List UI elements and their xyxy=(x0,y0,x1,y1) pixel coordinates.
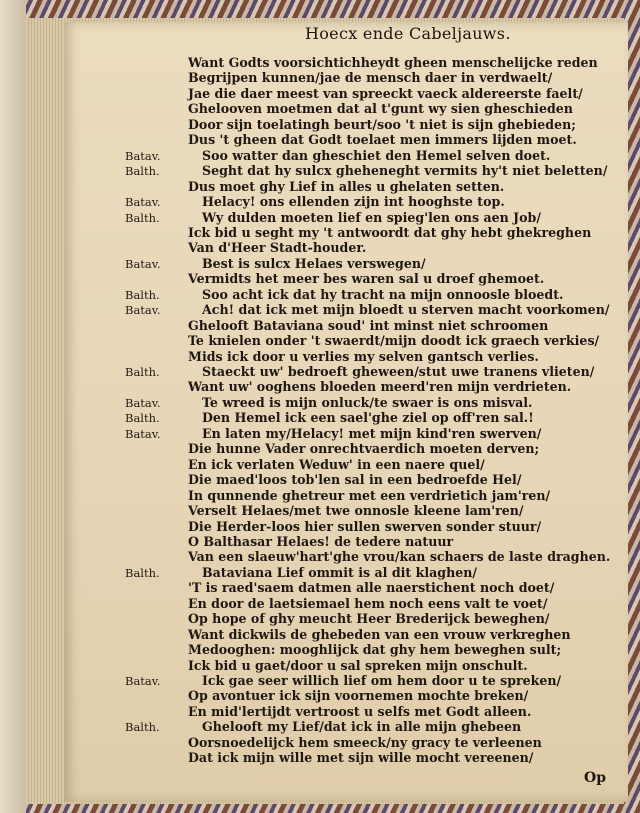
verse-line: Te knielen onder 't swaerdt/mijn doodt ick graech verkies/ xyxy=(188,333,600,349)
verse-line: Die Herder-loos hier sullen swerven sonder stuur/ xyxy=(188,518,542,534)
verse-line: Staeckt uw' bedroeft gheween/stut uwe tranens vlieten/ xyxy=(202,364,595,379)
verse-line: Begrijpen kunnen/jae de mensch daer in verdwaelt/ xyxy=(188,70,553,86)
verse-line: Door sijn toelatingh beurt/soo 't niet is sijn ghebieden; xyxy=(188,116,576,132)
speaker-label: Batav. xyxy=(125,303,161,318)
verse-line: Best is sulcx Helaes verswegen/ xyxy=(202,255,426,271)
verse-line: Oorsnoedelijck hem smeeck/ny gracy te verleenen xyxy=(188,734,542,750)
verse-line: Ick bid u seght my 't antwoordt dat ghy hebt ghekreghen xyxy=(188,224,592,240)
verse-line: In qunnende ghetreur met een verdrietich jam'ren/ xyxy=(188,487,551,503)
speaker-label: Balth. xyxy=(125,411,160,426)
catchword: Op xyxy=(584,770,606,786)
verse-line: Ach! dat ick met mijn bloedt u sterven macht voorkomen/ xyxy=(202,302,610,318)
speaker-label: Balth. xyxy=(125,365,160,379)
verse-line: Van d'Heer Stadt-houder. xyxy=(188,240,367,256)
verse-line: O Balthasar Helaes! de tedere natuur xyxy=(188,533,454,549)
verse-line: En door de laetsiemael hem noch eens valt te voet/ xyxy=(188,595,548,611)
verse-line: Dat ick mijn wille met sijn wille mocht vereenen/ xyxy=(188,750,534,766)
verse-line: Wy dulden moeten lief en spieg'len ons aen Job/ xyxy=(202,209,541,225)
verse-line: Van een slaeuw'hart'ghe vrou/kan schaers de laste draghen. xyxy=(188,549,611,565)
verse-line: Die hunne Vader onrechtvaerdich moeten derven; xyxy=(188,441,540,457)
speaker-label: Balth. xyxy=(125,720,160,735)
speaker-label: Balth. xyxy=(125,287,160,302)
verse-line: Op avontuer ick sijn voornemen mochte breken/ xyxy=(188,688,529,704)
cover-edge xyxy=(0,0,26,813)
speaker-label: Batav. xyxy=(125,256,161,271)
verse-line: En mid'lertijdt vertroost u selfs met Godt alleen. xyxy=(188,703,532,719)
verse-line: Dus 't gheen dat Godt toelaet men immers lijden moet. xyxy=(188,132,577,148)
verse-line: Vermidts het meer bes waren sal u droef ghemoet. xyxy=(188,271,545,287)
verse-line: Den Hemel ick een sael'ghe ziel op off'ren sal.! xyxy=(202,410,534,426)
verse-line: Die maed'loos tob'len sal in een bedroefde Hel/ xyxy=(188,472,522,488)
verse-line: Te wreed is mijn onluck/te swaer is ons misval. xyxy=(202,394,533,410)
speaker-label: Batav. xyxy=(125,674,161,688)
speaker-label: Balth. xyxy=(125,210,160,225)
speaker-label: Balth. xyxy=(125,164,160,179)
speaker-label: Balth. xyxy=(125,565,160,580)
verse-line: Verselt Helaes/met twe onnosle kleene lam'ren/ xyxy=(188,503,524,519)
verse-line: Medooghen: mooghlijck dat ghy hem beweghen sult; xyxy=(188,642,562,658)
verse-line: Want Godts voorsichtichheydt gheen menschelijcke reden xyxy=(188,55,598,70)
verse-line: Ick bid u gaet/door u sal spreken mijn onschult. xyxy=(188,657,528,673)
verse-line: Soo acht ick dat hy tracht na mijn onnoosle bloedt. xyxy=(202,286,564,302)
speaker-label: Batav. xyxy=(125,426,161,441)
verse-line: En laten my/Helacy! met mijn kind'ren swerven/ xyxy=(202,425,542,441)
verse-line: Seght dat hy sulcx gheheneght vermits hy't niet beletten/ xyxy=(202,163,608,179)
verse-line: Mids ick door u verlies my selven gantsch verlies. xyxy=(188,348,539,364)
verse-line: Helacy! ons ellenden zijn int hooghste top. xyxy=(202,194,505,210)
verse-line: Want dickwils de ghebeden van een vrouw verkreghen xyxy=(188,626,571,642)
speaker-label: Batav. xyxy=(125,195,161,210)
verse-line: Ick gae seer willich lief om hem door u te spreken/ xyxy=(202,673,562,688)
speaker-label: Batav. xyxy=(125,148,161,163)
verse-line: Op hope of ghy meucht Heer Brederijck beweghen/ xyxy=(188,611,550,627)
verse-line: Bataviana Lief ommit is al dit klaghen/ xyxy=(202,564,478,580)
speaker-label: Batav. xyxy=(125,395,161,410)
verse-line: Soo watter dan gheschiet den Hemel selven doet. xyxy=(202,147,551,163)
verse-line: Ghelooven moetmen dat al t'gunt wy sien gheschieden xyxy=(188,101,573,117)
verse-line: 'T is raed'saem datmen alle naerstichent noch doet/ xyxy=(188,580,555,596)
verse-line: Want uw' ooghens bloeden meerd'ren mijn verdrieten. xyxy=(188,379,572,395)
verse-line: Jae die daer meest van spreeckt vaeck aldereerste faelt/ xyxy=(188,85,583,101)
verse-line: Ghelooft Bataviana soud' int minst niet schroomen xyxy=(188,317,549,333)
page-header: Hoecx ende Cabeljauws. xyxy=(305,24,511,43)
verse-line: Ghelooft my Lief/dat ick in alle mijn ghebeen xyxy=(202,719,522,735)
verse-line: En ick verlaten Weduw' in een naere quel/ xyxy=(188,456,485,472)
verse-line: Dus moet ghy Lief in alles u ghelaten setten. xyxy=(188,178,505,194)
